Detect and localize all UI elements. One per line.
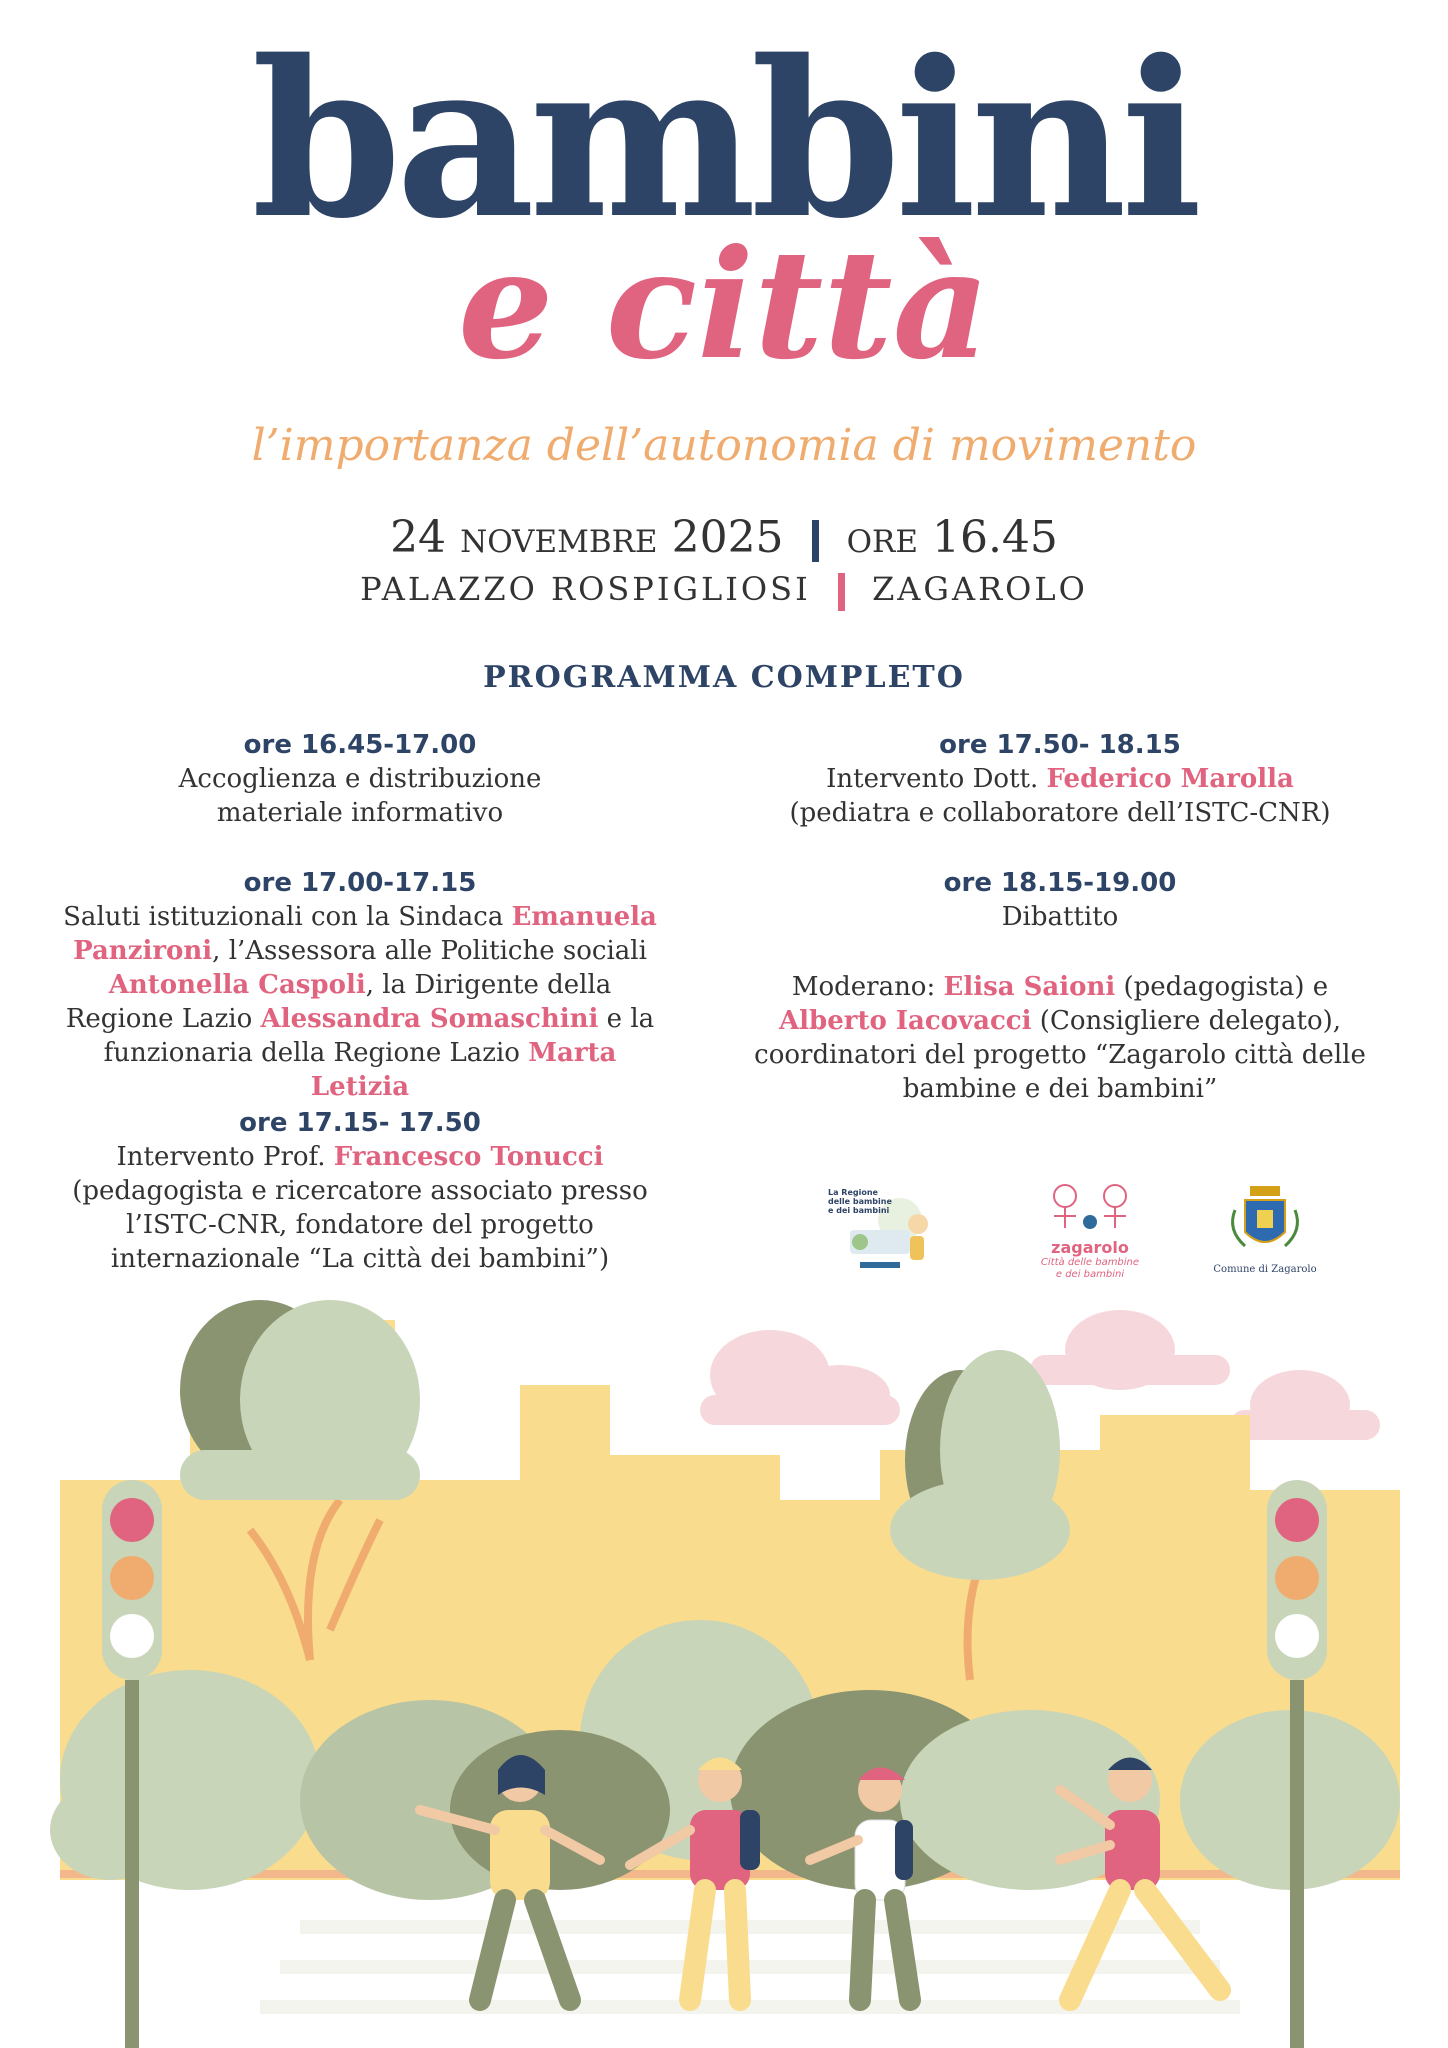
session-text xyxy=(60,900,660,1104)
logo-text: Città delle bambine xyxy=(1040,1257,1140,1268)
coat-of-arms-icon xyxy=(1205,1180,1325,1260)
event-time: 16.45 xyxy=(931,512,1058,563)
text-fragment: , l’Assessora alle Politiche sociali xyxy=(212,936,647,966)
poster-title: bambini xyxy=(251,13,1197,266)
event-city: ZAGAROLO xyxy=(872,570,1088,608)
text-fragment: Intervento Prof. xyxy=(116,1142,334,1172)
program-session xyxy=(60,866,660,1104)
cloud-icon xyxy=(1030,1310,1230,1390)
session-time: ore 17.00-17.15 xyxy=(243,868,477,898)
text-fragment: (Consigliere delegato), coordinatori del progetto “Zagarolo città delle bambine e dei bambini” xyxy=(754,1006,1366,1104)
speaker-name: Elisa Saioni xyxy=(943,972,1116,1002)
program-session xyxy=(60,728,660,830)
session-text xyxy=(70,1140,650,1174)
event-month: novembre xyxy=(460,512,658,563)
event-day: 24 xyxy=(390,512,447,563)
session-time: ore 18.15-19.00 xyxy=(943,868,1177,898)
event-year: 2025 xyxy=(671,512,784,563)
speaker-name: Alberto Iacovacci xyxy=(778,1006,1032,1036)
session-text: Accoglienza e distribuzione xyxy=(178,764,542,794)
speaker-name: Alessandra Somaschini xyxy=(260,1004,599,1034)
speaker-name: Emanuela Panzironi xyxy=(73,902,657,966)
place-line xyxy=(0,570,1448,611)
logo-text: La Regione xyxy=(828,1188,878,1197)
speaker-name: Francesco Tonucci xyxy=(333,1142,604,1172)
logo-text: delle bambine xyxy=(828,1197,892,1206)
text-fragment: Moderano: xyxy=(791,972,944,1002)
logo-regione xyxy=(820,1180,940,1280)
session-text: materiale informativo xyxy=(216,798,504,828)
tagline: l’importanza dell’autonomia di movimento xyxy=(251,420,1197,471)
date-line xyxy=(0,512,1448,563)
logo-text: zagarolo xyxy=(1051,1238,1129,1257)
text-fragment: (pedagogista) e xyxy=(1115,972,1329,1002)
moderators xyxy=(735,970,1385,1106)
text-fragment: Saluti istituzionali con la Sindaca xyxy=(63,902,512,932)
program-title: PROGRAMMA COMPLETO xyxy=(483,660,965,695)
street-illustration xyxy=(0,1300,1448,2048)
children-logo-icon xyxy=(1030,1180,1150,1235)
session-text: (pediatra e collaboratore dell’ISTC-CNR) xyxy=(789,798,1331,828)
session-text: (pedagogista e ricercatore associato presso l’ISTC-CNR, fondatore del progetto internazionale “La città dei bambini”) xyxy=(72,1176,648,1274)
program-session xyxy=(70,1106,650,1276)
text-fragment: Intervento Dott. xyxy=(826,764,1047,794)
logo-text: e dei bambini xyxy=(828,1206,890,1215)
logo-text: e dei bambini xyxy=(1055,1269,1125,1280)
logo-zagarolo-citta xyxy=(1030,1180,1150,1285)
event-venue: PALAZZO ROSPIGLIOSI xyxy=(360,570,811,608)
separator-bar xyxy=(812,520,819,562)
text-fragment: , la Dirigente della Regione Lazio xyxy=(65,970,612,1034)
session-time: ore 17.50- 18.15 xyxy=(939,730,1181,760)
cloud-icon xyxy=(700,1330,900,1425)
event-time-label: ore xyxy=(846,512,918,563)
program-session xyxy=(740,728,1380,830)
session-time: ore 16.45-17.00 xyxy=(243,730,477,760)
speaker-name: Federico Marolla xyxy=(1046,764,1294,794)
logo-comune xyxy=(1205,1180,1325,1285)
speaker-name: Marta Letizia xyxy=(310,1038,617,1102)
session-text: Dibattito xyxy=(1001,902,1119,932)
text-fragment: e la funzionaria della Regione Lazio xyxy=(103,1004,655,1068)
separator-bar xyxy=(838,573,845,611)
session-time: ore 17.15- 17.50 xyxy=(239,1108,481,1138)
cloud-icon xyxy=(1230,1370,1380,1440)
program-session xyxy=(740,866,1380,934)
speaker-name: Antonella Caspoli xyxy=(108,970,366,1000)
poster-subtitle: e città xyxy=(458,217,990,393)
logo-text: Comune di Zagarolo xyxy=(1213,1264,1317,1275)
session-text xyxy=(740,762,1380,796)
